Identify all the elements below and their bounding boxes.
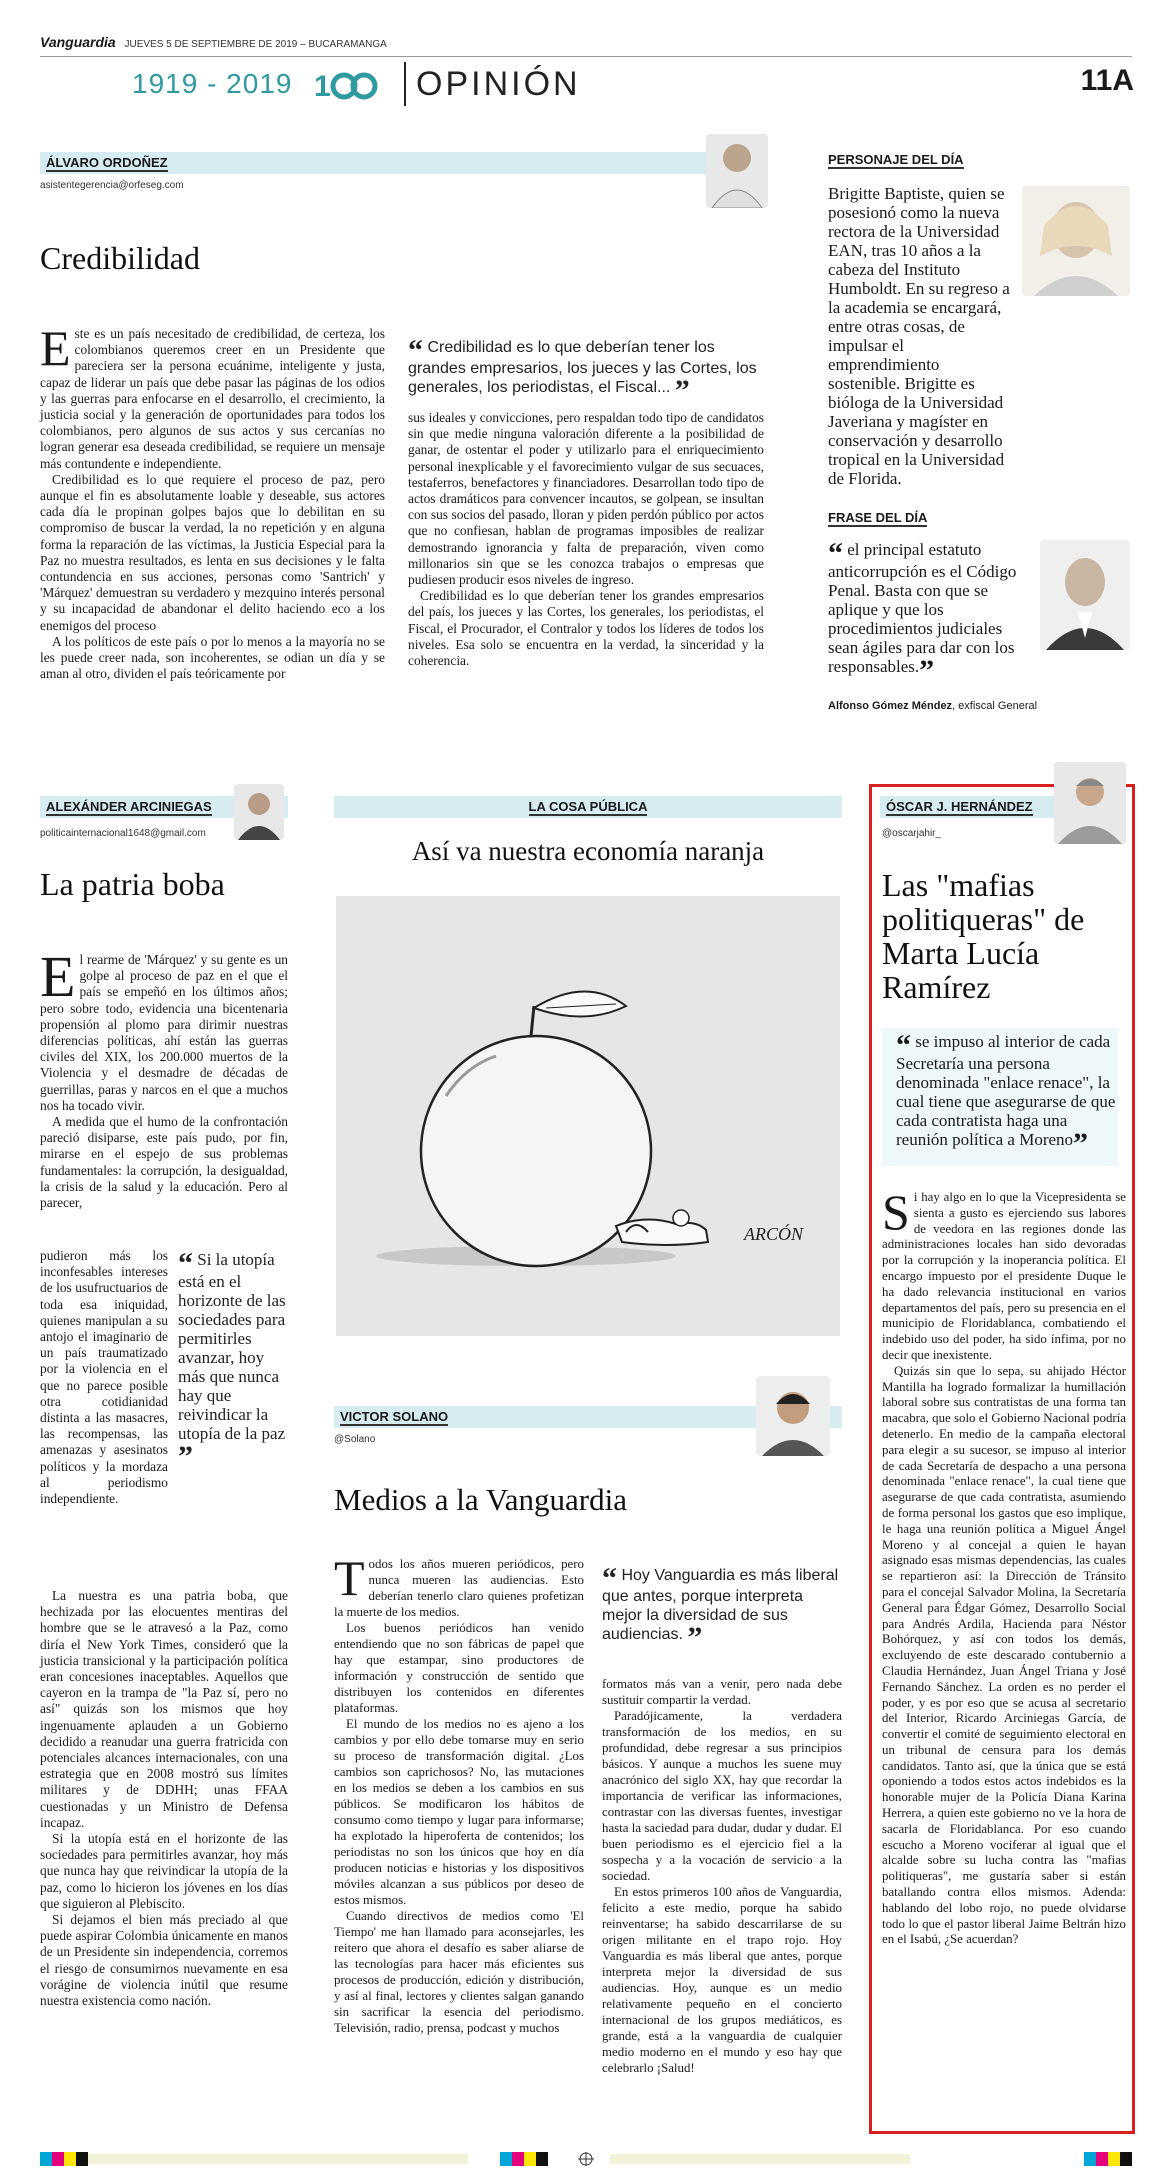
author-name: ALEXÁNDER ARCINIEGAS	[46, 799, 212, 814]
close-quote-icon: ”	[919, 654, 935, 687]
cartoon-title: Así va nuestra economía naranja	[411, 836, 765, 866]
personaje-text: Brigitte Baptiste, quien se posesionó como la nueva rectora de la Universidad EAN, tras 10 años a la cabeza del Instituto Humboldt. En su regreso a la academia se encargará, entre otras cosas, de impulsar el emprendimiento sostenible. Brigitte es bióloga de la Universidad Javeriana y magíster en conservación y desarrollo tropical en la Universidad de Florida.	[828, 184, 1010, 488]
frase-author-photo	[1040, 540, 1130, 650]
author-photo-ordonez	[706, 134, 768, 208]
paragraph: Los buenos periódicos han venido entendiendo que no son fábricas de papel que hay que estampar, sino productores de información y construcción de sentido que distribuyen los contenidos en diferentes plataformas.	[334, 1621, 584, 1715]
article-body-col2	[602, 1676, 842, 2076]
pull-quote-text: Si la utopía está en el horizonte de las sociedades para permitirles avanzar, hoy más que nunca hay que reivindicar la utopía de la paz	[178, 1250, 286, 1443]
author-bar-ordonez	[40, 152, 712, 174]
personaje-label: PERSONAJE DEL DÍA	[828, 152, 964, 167]
author-name: VICTOR SOLANO	[340, 1409, 449, 1424]
article-body	[882, 1184, 1126, 1948]
frase-text: el principal estatuto anticorrupción es el Código Penal. Basta con que se aplique y que los procedimientos judiciales sean ágiles para dar con los responsables.	[828, 540, 1017, 676]
paragraph: Credibilidad es lo que requiere el proceso de paz, pero aunque el fin es absolutamente loable y deseable, sus actores cada día le propinan golpes bajos que lo debilitan en su compromiso de buscar la verdad, la no repetición y en alguna forma la reparación de las víctimas, la Justicia Especial para la Paz no muestra resultados, es lenta en sus decisiones y le falta contundencia en sus acciones, personas como 'Santrich' y 'Márquez' demuestran su verdadero y mezquino interés personal y su incapacidad de abandonar el delito haciendo eco a los enemigos del proceso	[40, 471, 385, 633]
page-number: 11A	[1080, 64, 1134, 97]
author-photo-hernandez	[1054, 762, 1126, 844]
paragraph: odos los años mueren periódicos, pero nunca mueren las audiencias. Esto deberían tenerlo claro quienes profetizan la muerte de los medios.	[334, 1557, 584, 1619]
article-body-col2	[408, 410, 764, 669]
open-quote-icon: “	[828, 537, 843, 570]
close-quote-icon: ”	[1073, 1127, 1089, 1160]
author-photo-arciniegas	[234, 784, 284, 840]
personaje-photo	[1022, 186, 1130, 296]
personaje-text-a	[828, 184, 1014, 488]
brand-logo: Vanguardia	[40, 34, 116, 50]
pull-quote	[178, 1247, 288, 1473]
paragraph: ste es un país necesitado de credibilidad, de certeza, los colombianos queremos creer en un Presidente que pareciera ser la persona ecuánime, inteligente y justa, capaz de liderar un país que debe pasar las páginas de los odios y las guerras para enfocarse en el desarrollo, el crecimiento, la justicia social y la generación de oportunidades para todos los colombianos, pero algunos de sus actos y sus cercanías no logran generar esa deseada credibilidad, se requiere un mensaje más contundente e independiente.	[40, 326, 385, 471]
open-quote-icon: “	[896, 1029, 911, 1062]
article-body-bottom	[40, 1588, 288, 2009]
pull-quote-text: Credibilidad es lo que deberían tener los grandes empresarios, los jueces y las Cortes, los generales, los periodistas, el Fiscal...	[408, 339, 757, 396]
author-name: ÁLVARO ORDOÑEZ	[46, 155, 168, 170]
author-name: ÓSCAR J. HERNÁNDEZ	[886, 799, 1033, 814]
author-handle: @Solano	[334, 1434, 376, 1445]
paragraph: A medida que el humo de la confrontación pareció disiparse, este país pudo, por fin, mirarse en el espejo de sus problemas fundamentales: la corrupción, la desigualdad, la crisis de la salud y la educación. Pero al parecer,	[40, 1114, 288, 1211]
article-title: Las "mafias politiqueras" de Marta Lucía Ramírez	[882, 867, 1085, 1005]
drop-cap: E	[40, 320, 71, 376]
masthead-topline	[40, 34, 1132, 57]
author-handle: @oscarjahir_	[882, 828, 942, 839]
section-label: LA COSA PÚBLICA	[528, 799, 648, 814]
paragraph: Credibilidad es lo que deberían tener los grandes empresarios del país, los jueces y las Cortes, los generales, los periodistas, el Fiscal, el Procurador, el Contralor y todos los líderes de todos los niveles. Esa solo se encuentra en la verdad, la sinceridad y la coherencia.	[408, 588, 764, 669]
frase-author-role: , exfiscal General	[952, 700, 1038, 712]
paragraph: Si dejamos el bien más preciado al que puede aspirar Colombia únicamente en manos de un Presidente sin independencia, corremos el riesgo de consumirnos nuevamente en esa vorágine de violencia inútil que resume nuestra existencia como nación.	[40, 1912, 288, 2009]
pull-quote	[408, 334, 763, 407]
article-body-top	[40, 944, 288, 1211]
paragraph: Si la utopía está en el horizonte de las sociedades para permitirles avanzar, hoy más que nunca hay que reivindicar la utopía de la paz, como lo hicieron los jóvenes en los días que siguieron al Plebiscito.	[40, 1831, 288, 1911]
drop-cap: S	[882, 1184, 910, 1240]
paragraph: pudieron más los inconfesables intereses de los usufructuarios de toda esa iniquidad, quienes manipulan a su antojo el imaginario de un país traumatizado por la violencia en el que no parece posible otra cotidianidad distinta a las masacres, las recompensas, las amenazas y asesinatos políticos y la mordaza al periodismo independiente.	[40, 1248, 168, 1507]
paragraph: En estos primeros 100 años de Vanguardia, felicito a este medio, porque ha sabido reinventarse; ha sabido descarrilarse de su origen militante en el trapo rojo. Hoy Vanguardia es más liberal que antes, porque interpreta mejor la diversidad de sus audiencias. Hoy, aunque es un medio relativamente pequeño en el concierto internacional de los grupos mediáticos, es grande, está a la vanguardia de cualquier medio moderno en el mundo y eso hay que celebrarlo ¡Salud!	[602, 1885, 842, 2075]
close-quote-icon: ”	[674, 374, 690, 407]
paragraph: Quizás sin que lo sepa, su ahijado Héctor Mantilla ha logrado formalizar la humillación laboral sobre sus contratistas de una forma tan macabra, que solo el Gobierno Nacional podría detenerlo. En medio de la campaña electoral para elegir a su sucesor, se impuso al interior de cada Secretaría de despacho a una persona denominada "enlace renace", la cual tiene que asegurarse de que cada contratista, asumiendo de forma personal los gastos que eso implique, le haga una reunión política a Miguel Ángel Moreno y al concejal a quien le hayan asignado esas mismas dependencias, las cuales se repartieron así: la Dirección de Tránsito para el concejal Salvador Molina, la Secretaría General para Édgar Gómez, Desarrollo Social para Andrés Ardila, Hacienda para Néstor Bohórquez, y así con todos los demás, excluyendo de este descarado contubernio a Claudia Hernández, Juan Ángel Triana y José Fernando Sánchez. La orden es no perder el poder, y es por eso que se acusa al secretario del Interior, Ricardo Arciniegas García, de convertir el comité de seguimiento electoral en un tribunal de censura para los demás candidatos. Tanto así, que la única que se está oponiendo a todos estos actos indebidos es la honorable mujer de la Policía Diana Karina Herrera, a quien este gobierno no ve la hora de sacarla de Floridablanca. Por eso cuando escucho a Moreno vociferar al igual que el alcalde sobre su lucha contra las "mafias politiqueras", me gustaría saber si están batallando contra ellos mismos. Adenda: hablando del lobo rojo, no puede olvidarse todo lo que el pastor liberal Jaime Beltrán hizo en el Isabú, ¿Se acuerdan?	[882, 1363, 1126, 1947]
author-email: politicainternacional1648@gmail.com	[40, 828, 206, 839]
dateline: JUEVES 5 DE SEPTIEMBRE DE 2019 – BUCARAMANGA	[124, 39, 387, 50]
open-quote-icon: “	[408, 334, 423, 367]
frase-author: Alfonso Gómez Méndez	[828, 700, 953, 712]
frase-label: FRASE DEL DÍA	[828, 510, 928, 525]
paragraph: i hay algo en lo que la Vicepresidenta se sienta a gusto es ejerciendo sus labores de veedora en las regiones donde las administraciones locales han sido devoradas por la corrupción y la inoperancia política. El encargo impuesto por el presidente Duque le ha dado relevancia institucional en varios departamentos del país, pero su presencia en el municipio de Floridablanca, combatiendo el indebido uso del poder, ha sido ínfima, por no decir que inexistente.	[882, 1190, 1126, 1362]
article-title: Medios a la Vanguardia	[334, 1482, 627, 1517]
paragraph: Cuando directivos de medios como 'El Tiempo' me han llamado para aconsejarles, les reitero que ahora el desafío es saber aliarse de las tecnologías para hacer más eficientes sus procesos de producción, edición y distribución, y así al final, lectores y clientes salgan ganando sin sacrificar la esencia del periodismo. Televisión, radio, prensa, podcast y muchos	[334, 1909, 584, 2035]
open-quote-icon: “	[602, 1562, 617, 1595]
article-body-narrow	[40, 1248, 168, 1507]
close-quote-icon: ”	[687, 1621, 703, 1654]
article-title: Credibilidad	[40, 240, 200, 276]
close-quote-icon: ”	[178, 1440, 193, 1473]
paragraph: La nuestra es una patria boba, que hechizada por las elocuentes mentiras del hombre que se le atravesó a la Paz, como diría el New York Times, consideró que la justicia transicional y la participación política eran concesiones inaceptables. Aquellos que cayeron en la trampa de "la Paz sí, pero no así" quizás son los mismos que hoy ingenuamente aplauden a un Gobierno decidido a reanudar una guerra fratricida con potenciales alcances internacionales, con una estrategia que en 2008 mostró sus límites militares y de DDHH; unas FFAA cuestionadas y un Ministro de Defensa incapaz.	[40, 1588, 288, 1830]
paragraph: Paradójicamente, la verdadera transformación de los medios, en su profundidad, debe regresar a sus principios básicos. Y aunque a muchos les suene muy anacrónico del siglo XX, hay que recordar la importancia de verificar las informaciones, contrastar con las diversas fuentes, investigar hasta la saciedad para dudar, dudar y dudar. El buen periodismo es el ejercicio fiel a la sospecha y a la vocación de servicio a la sociedad.	[602, 1709, 842, 1883]
paragraph: A los políticos de este país o por lo menos a la mayoría no se les puede creer nada, son incoherentes, se odian un día y se aman al otro, dividen el país teóricamente por	[40, 633, 385, 682]
centenary-logo	[312, 64, 384, 106]
paragraph: l rearme de 'Márquez' y su gente es un golpe al proceso de paz en el que el país se empeñó en los últimos años; pero sobre todo, evidencia una bicentenaria propensión al plomo para dirimir nuestras diferencias políticas, ahí están las guerras civiles del XIX, los 200.000 muertos de la Violencia y el desmadre de décadas de guerrillas, paras y narcos en el que a muchos nos ha tocado vivir.	[40, 952, 288, 1113]
pull-quote-text: Hoy Vanguardia es más liberal que antes, porque interpreta mejor la diversidad de sus audiencias.	[602, 1567, 839, 1643]
article-body-col1	[40, 320, 385, 682]
paragraph: El mundo de los medios no es ajeno a los cambios y por ello debe tomarse muy en serio su proceso de transformación digital. ¿Los cambios son caprichosos? No, las mutaciones en los medios se deben a los cambios en sus públicos. Se modificaron los hábitos de consumo como tiempo y lugar para informarse; ha explotado la hiperoferta de contenidos; los periodistas no son los únicos que hoy en día producen noticias e historias y los dispositivos móviles alcanzan a sus públicos por deseo de estos mismos.	[334, 1717, 584, 1907]
author-email: asistentegerencia@orfeseg.com	[40, 180, 184, 191]
color-registration-strip	[40, 2152, 1132, 2166]
editorial-cartoon	[336, 896, 840, 1336]
pull-quote	[602, 1562, 842, 1654]
drop-cap: E	[40, 944, 76, 1009]
paragraph: formatos más van a venir, pero nada debe sustituir compartir la verdad.	[602, 1677, 842, 1707]
pull-quote	[896, 1029, 1118, 1160]
svg-text:1: 1	[314, 70, 331, 103]
cartoonist-signature: ARCÓN	[744, 1224, 804, 1244]
section-title: OPINIÓN	[404, 62, 581, 106]
drop-cap: T	[334, 1550, 365, 1606]
article-title: La patria boba	[40, 866, 225, 902]
article-body-col1	[334, 1550, 584, 2036]
paragraph: sus ideales y convicciones, pero respaldan todo tipo de candidatos sin que medie ninguna valoración diferente a la posibilidad de ganar, de ostentar el poder y utilizarlo para el enriquecimiento personal inexplicable y el favorecimiento vulgar de sus secuaces, testaferros, benefactores y financiadores. Desarrollan todo tipo de actos dramáticos para convencer incautos, se golpean, se insultan con sus socios del pasado, lloran y piden perdón público por actos que no confiesan, hablan de programas imposibles de realizar demostrando ignorancia y falta de preparación, viven como millonarios sin que se les conozca trabajos o empresas que pudiesen producir esos niveles de ingreso.	[408, 410, 764, 588]
frase-attribution	[828, 700, 1037, 712]
author-photo-solano	[756, 1376, 830, 1456]
frase-quote	[828, 537, 1034, 687]
open-quote-icon: “	[178, 1247, 193, 1280]
centenary-years: 1919 - 2019	[132, 68, 293, 99]
section-bar-cosa-publica	[334, 796, 842, 818]
pull-quote-text: se impuso al interior de cada Secretaría una persona denominada "enlace renace", la cual tiene que asegurarse de que cada contratista haga una reunión política a Moreno	[896, 1032, 1116, 1149]
